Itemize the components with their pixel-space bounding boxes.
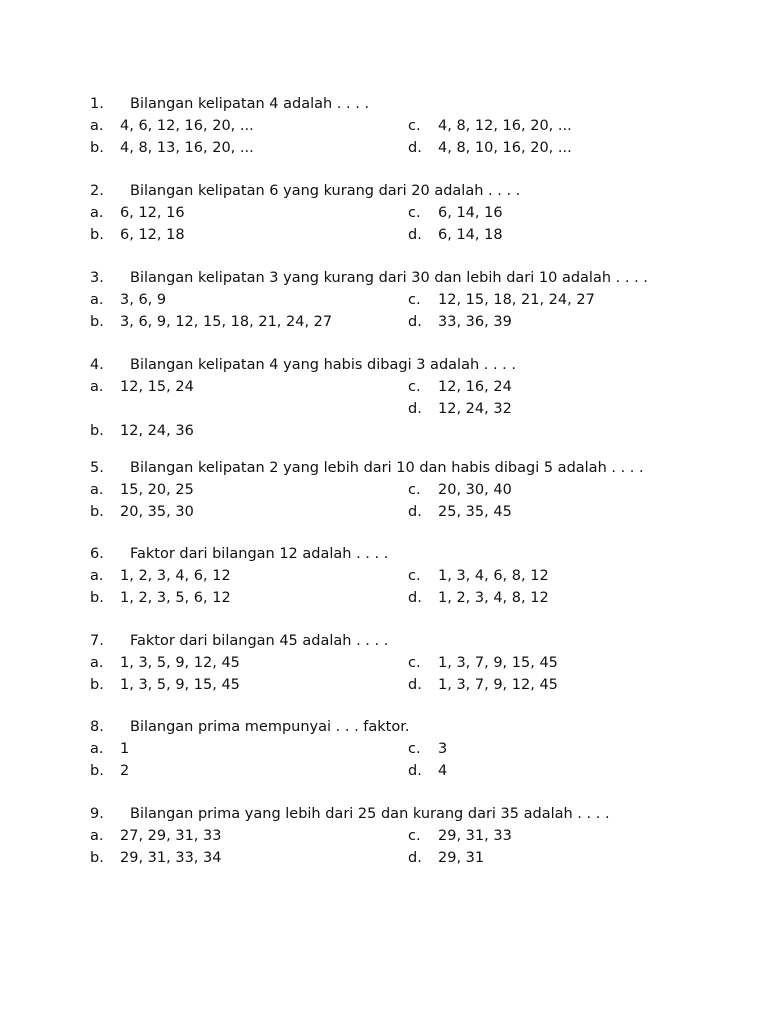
option-c bbox=[408, 202, 503, 224]
option-label: d. bbox=[408, 677, 422, 693]
option-text: 6, 12, 18 bbox=[120, 227, 185, 243]
question-text: Bilangan prima yang lebih dari 25 dan kurang dari 35 adalah . . . . bbox=[130, 806, 610, 822]
option-text: 4, 8, 13, 16, 20, ... bbox=[120, 140, 254, 156]
option-text: 4 bbox=[438, 763, 448, 779]
question-text: Faktor dari bilangan 45 adalah . . . . bbox=[130, 633, 389, 649]
option-d bbox=[408, 224, 503, 246]
option-b bbox=[90, 501, 194, 523]
option-b bbox=[90, 587, 231, 609]
option-d bbox=[408, 847, 484, 869]
option-text: 6, 14, 16 bbox=[438, 205, 503, 221]
option-a bbox=[90, 738, 129, 760]
option-c bbox=[408, 479, 512, 501]
question-text: Faktor dari bilangan 12 adalah . . . . bbox=[130, 546, 389, 562]
option-c bbox=[408, 652, 558, 674]
option-a bbox=[90, 376, 194, 398]
option-label: c. bbox=[408, 292, 421, 308]
option-text: 1, 3, 5, 9, 15, 45 bbox=[120, 677, 240, 693]
option-text: 12, 24, 36 bbox=[120, 423, 194, 439]
option-label: c. bbox=[408, 379, 421, 395]
option-a bbox=[90, 479, 194, 501]
option-d bbox=[408, 137, 572, 159]
option-text: 12, 15, 18, 21, 24, 27 bbox=[438, 292, 595, 308]
question-7 bbox=[90, 630, 710, 696]
option-d bbox=[408, 674, 558, 696]
option-text: 4, 6, 12, 16, 20, ... bbox=[120, 118, 254, 134]
option-text: 6, 12, 16 bbox=[120, 205, 185, 221]
option-text: 33, 36, 39 bbox=[438, 314, 512, 330]
option-label: d. bbox=[408, 763, 422, 779]
option-text: 29, 31 bbox=[438, 850, 485, 866]
option-text: 1, 3, 4, 6, 8, 12 bbox=[438, 568, 549, 584]
option-text: 1, 3, 5, 9, 12, 45 bbox=[120, 655, 240, 671]
question-text: Bilangan kelipatan 2 yang lebih dari 10 dan habis dibagi 5 adalah . . . . bbox=[130, 460, 644, 476]
option-label: a. bbox=[90, 205, 104, 221]
option-text: 1, 2, 3, 4, 8, 12 bbox=[438, 590, 549, 606]
question-number: 4. bbox=[90, 357, 104, 373]
option-b bbox=[90, 760, 129, 782]
option-b bbox=[90, 137, 254, 159]
option-text: 4, 8, 12, 16, 20, ... bbox=[438, 118, 572, 134]
option-d bbox=[408, 587, 549, 609]
option-a bbox=[90, 565, 231, 587]
option-text: 29, 31, 33 bbox=[438, 828, 512, 844]
option-label: c. bbox=[408, 741, 421, 757]
question-number: 7. bbox=[90, 633, 104, 649]
option-label: d. bbox=[408, 140, 422, 156]
option-label: c. bbox=[408, 482, 421, 498]
option-label: c. bbox=[408, 828, 421, 844]
option-b bbox=[90, 674, 240, 696]
question-text: Bilangan kelipatan 3 yang kurang dari 30 dan lebih dari 10 adalah . . . . bbox=[130, 270, 648, 286]
option-label: d. bbox=[408, 850, 422, 866]
option-c bbox=[408, 289, 595, 311]
option-label: b. bbox=[90, 504, 104, 520]
option-label: d. bbox=[408, 401, 422, 417]
question-text: Bilangan kelipatan 6 yang kurang dari 20 adalah . . . . bbox=[130, 183, 521, 199]
option-text: 12, 15, 24 bbox=[120, 379, 194, 395]
option-label: a. bbox=[90, 379, 104, 395]
question-8 bbox=[90, 716, 710, 782]
option-text: 15, 20, 25 bbox=[120, 482, 194, 498]
option-label: a. bbox=[90, 828, 104, 844]
option-c bbox=[408, 738, 447, 760]
option-d bbox=[408, 398, 512, 420]
option-text: 12, 16, 24 bbox=[438, 379, 512, 395]
option-label: b. bbox=[90, 850, 104, 866]
option-text: 1, 3, 7, 9, 15, 45 bbox=[438, 655, 558, 671]
option-text: 12, 24, 32 bbox=[438, 401, 512, 417]
option-label: c. bbox=[408, 655, 421, 671]
question-number: 9. bbox=[90, 806, 104, 822]
option-d bbox=[408, 311, 512, 333]
question-3 bbox=[90, 267, 710, 333]
option-label: a. bbox=[90, 568, 104, 584]
option-text: 27, 29, 31, 33 bbox=[120, 828, 222, 844]
option-label: b. bbox=[90, 677, 104, 693]
question-text: Bilangan kelipatan 4 adalah . . . . bbox=[130, 96, 370, 112]
option-a bbox=[90, 652, 240, 674]
option-b bbox=[90, 311, 332, 333]
option-label: a. bbox=[90, 655, 104, 671]
option-text: 29, 31, 33, 34 bbox=[120, 850, 222, 866]
option-text: 1 bbox=[120, 741, 130, 757]
question-1 bbox=[90, 93, 710, 159]
option-text: 3 bbox=[438, 741, 448, 757]
option-d bbox=[408, 501, 512, 523]
option-label: b. bbox=[90, 227, 104, 243]
option-c bbox=[408, 376, 512, 398]
option-a bbox=[90, 202, 185, 224]
option-c bbox=[408, 825, 512, 847]
option-text: 20, 35, 30 bbox=[120, 504, 194, 520]
question-number: 8. bbox=[90, 719, 104, 735]
option-label: b. bbox=[90, 314, 104, 330]
option-a bbox=[90, 115, 254, 137]
option-b bbox=[90, 420, 194, 442]
option-label: a. bbox=[90, 292, 104, 308]
option-b bbox=[90, 847, 221, 869]
option-c bbox=[408, 115, 572, 137]
option-a bbox=[90, 289, 166, 311]
option-label: c. bbox=[408, 568, 421, 584]
question-9 bbox=[90, 803, 710, 869]
question-number: 5. bbox=[90, 460, 104, 476]
option-label: b. bbox=[90, 423, 104, 439]
option-label: d. bbox=[408, 590, 422, 606]
question-text: Bilangan kelipatan 4 yang habis dibagi 3 adalah . . . . bbox=[130, 357, 517, 373]
option-label: c. bbox=[408, 118, 421, 134]
option-label: d. bbox=[408, 504, 422, 520]
question-5 bbox=[90, 457, 710, 523]
option-c bbox=[408, 565, 549, 587]
option-label: c. bbox=[408, 205, 421, 221]
option-text: 3, 6, 9 bbox=[120, 292, 167, 308]
option-label: b. bbox=[90, 590, 104, 606]
option-label: a. bbox=[90, 741, 104, 757]
option-text: 20, 30, 40 bbox=[438, 482, 512, 498]
option-text: 4, 8, 10, 16, 20, ... bbox=[438, 140, 572, 156]
option-text: 6, 14, 18 bbox=[438, 227, 503, 243]
question-number: 2. bbox=[90, 183, 104, 199]
option-label: d. bbox=[408, 314, 422, 330]
option-text: 1, 3, 7, 9, 12, 45 bbox=[438, 677, 558, 693]
option-text: 25, 35, 45 bbox=[438, 504, 512, 520]
question-text: Bilangan prima mempunyai . . . faktor. bbox=[130, 719, 410, 735]
option-a bbox=[90, 825, 221, 847]
option-text: 1, 2, 3, 4, 6, 12 bbox=[120, 568, 231, 584]
option-label: a. bbox=[90, 482, 104, 498]
question-number: 3. bbox=[90, 270, 104, 286]
option-label: b. bbox=[90, 140, 104, 156]
option-b bbox=[90, 224, 185, 246]
question-2 bbox=[90, 180, 710, 246]
option-d bbox=[408, 760, 447, 782]
question-6 bbox=[90, 543, 710, 609]
question-number: 1. bbox=[90, 96, 104, 112]
question-4 bbox=[90, 354, 710, 442]
question-number: 6. bbox=[90, 546, 104, 562]
option-text: 3, 6, 9, 12, 15, 18, 21, 24, 27 bbox=[120, 314, 333, 330]
option-label: b. bbox=[90, 763, 104, 779]
option-text: 1, 2, 3, 5, 6, 12 bbox=[120, 590, 231, 606]
option-label: a. bbox=[90, 118, 104, 134]
option-text: 2 bbox=[120, 763, 130, 779]
option-label: d. bbox=[408, 227, 422, 243]
